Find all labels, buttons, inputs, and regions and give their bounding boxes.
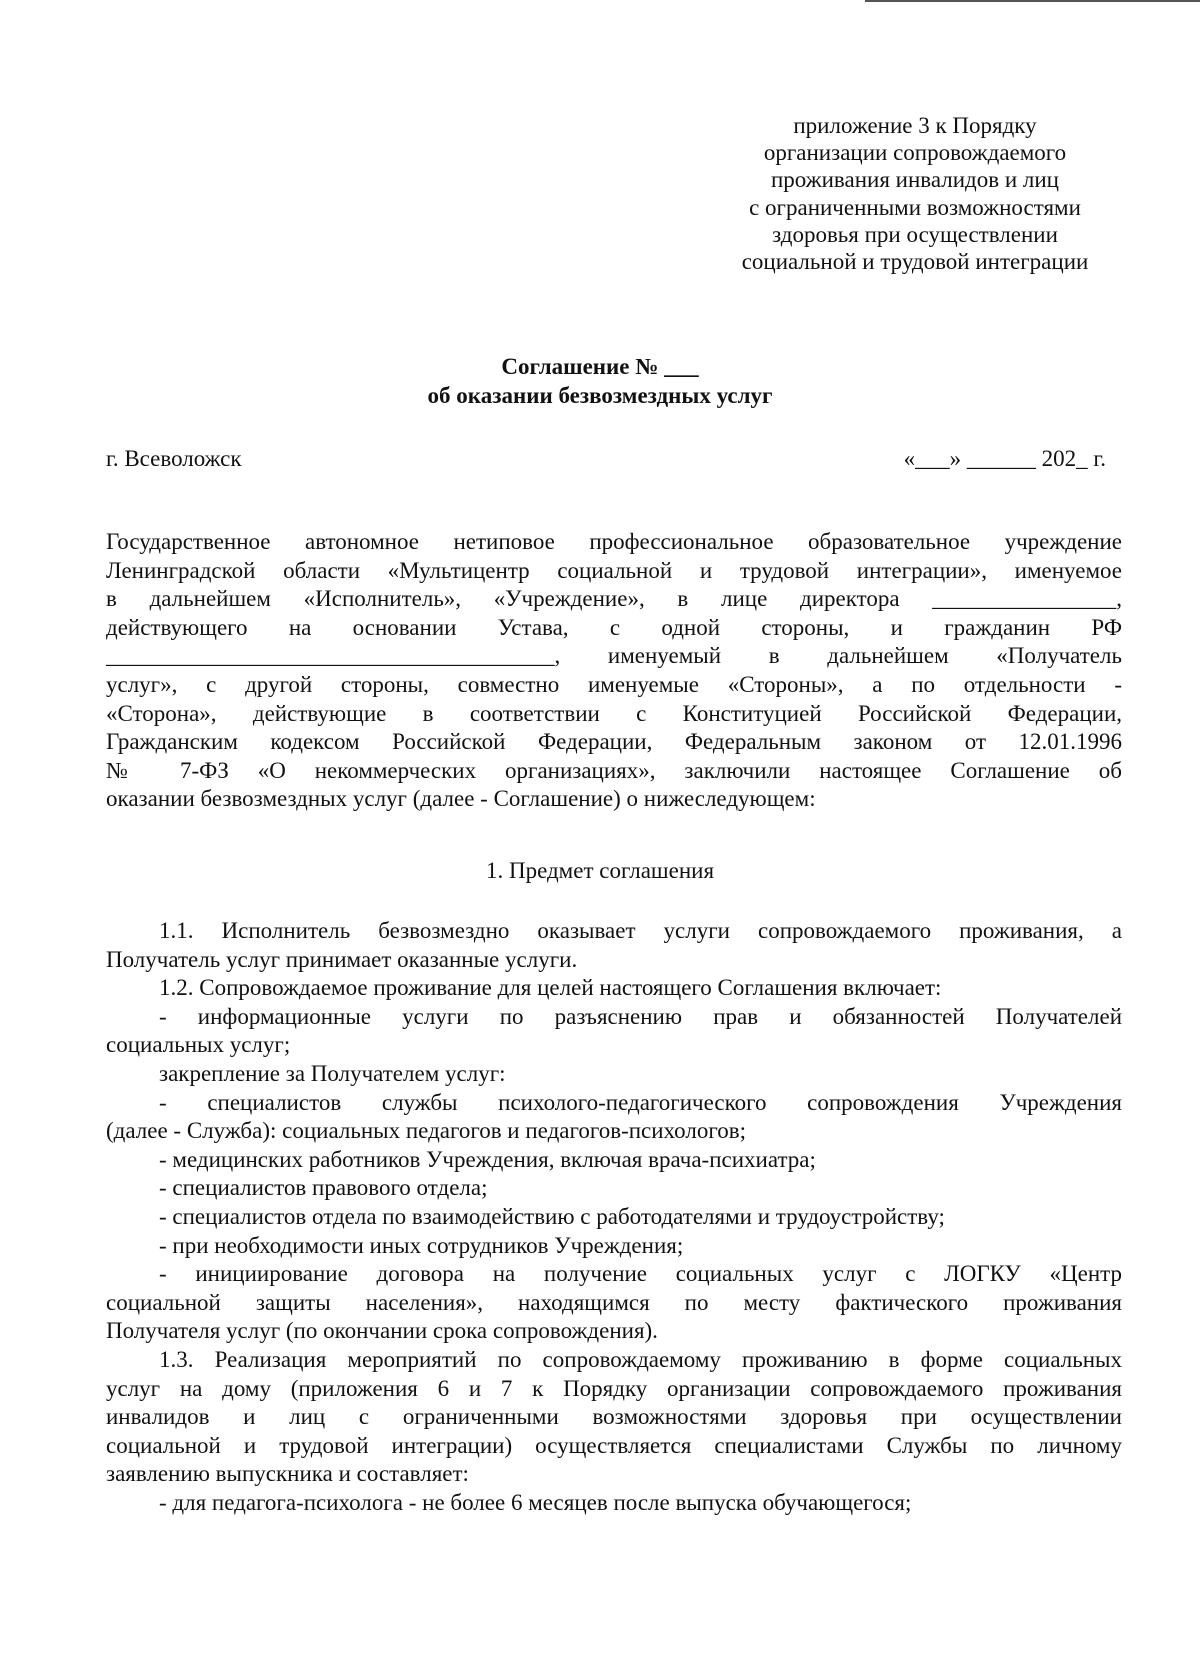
- preamble: [106, 528, 1122, 814]
- appendix-line: организации сопровождаемого: [763, 140, 1067, 166]
- appendix-line: социальной и трудовой интеграции: [741, 249, 1089, 275]
- preamble-line: Гражданским кодексом Российской Федерации, Федеральным законом от 12.01.1996: [106, 729, 1122, 755]
- section-line: - инициирование договора на получение социальных услуг с ЛОГКУ «Центр: [159, 1261, 1122, 1287]
- preamble-line: услуг», с другой стороны, совместно именуемые «Стороны», а по отдельности -: [106, 671, 1122, 697]
- section-line: заявлению выпускника и составляет:: [106, 1461, 469, 1487]
- appendix-note: [700, 112, 1130, 275]
- preamble-line: № 7-ФЗ «О некоммерческих организациях», заключили настоящее Соглашение об: [106, 757, 1122, 783]
- section-line: - специалистов правового отдела;: [159, 1175, 488, 1201]
- appendix-line: здоровья при осуществлении: [772, 221, 1058, 247]
- section-line: 1.1. Исполнитель безвозмездно оказывает услуги сопровождаемого проживания, а: [159, 918, 1122, 943]
- city: г. Всеволожск: [106, 446, 242, 471]
- preamble-line: Ленинградской области «Мультицентр социальной и трудовой интеграции», именуемое: [106, 557, 1122, 583]
- section-line: инвалидов и лиц с ограниченными возможностями здоровья при осуществлении: [106, 1404, 1122, 1430]
- preamble-line: _______________________________________, именуемый в дальнейшем «Получатель: [106, 643, 1122, 669]
- section-line: социальной и трудовой интеграции) осуществляется специалистами Службы по личному: [106, 1432, 1122, 1458]
- appendix-line: проживания инвалидов и лиц: [771, 167, 1059, 193]
- section-line: - медицинских работников Учреждения, включая врача-психиатра;: [159, 1146, 816, 1172]
- place-date-row: [106, 446, 1106, 472]
- section-line: - специалистов отдела по взаимодействию с работодателями и трудоустройству;: [159, 1203, 945, 1229]
- section-line: Получателя услуг (по окончании срока сопровождения).: [106, 1318, 658, 1344]
- section-line: (далее - Служба): социальных педагогов и педагогов-психологов;: [106, 1118, 746, 1144]
- agreement-title: Соглашение № ___: [501, 354, 699, 379]
- preamble-line: в дальнейшем «Исполнитель», «Учреждение», в лице директора ________________,: [106, 586, 1122, 612]
- preamble-line: действующего на основании Устава, с одной стороны, и гражданин РФ: [106, 614, 1122, 640]
- preamble-line: «Сторона», действующие в соответствии с Конституцией Российской Федерации,: [106, 700, 1122, 726]
- scan-edge-line: [865, 0, 1200, 2]
- section-line: - при необходимости иных сотрудников Учреждения;: [159, 1232, 684, 1258]
- section-line: 1.2. Сопровождаемое проживание для целей настоящего Соглашения включает:: [159, 975, 942, 1001]
- section-line: - для педагога-психолога - не более 6 месяцев после выпуска обучающегося;: [159, 1489, 912, 1515]
- section-line: Получатель услуг принимает оказанные услуги.: [106, 946, 578, 972]
- section-line: - информационные услуги по разъяснению прав и обязанностей Получателей: [159, 1003, 1122, 1029]
- preamble-line: оказании безвозмездных услуг (далее - Соглашение) о нижеследующем:: [106, 786, 816, 812]
- preamble-line: Государственное автономное нетиповое профессиональное образовательное учреждение: [106, 529, 1122, 554]
- appendix-line: с ограниченными возможностями: [749, 194, 1081, 220]
- agreement-subtitle: об оказании безвозмездных услуг: [427, 383, 773, 408]
- section-line: социальной защиты населения», находящимся по месту фактического проживания: [106, 1289, 1122, 1315]
- section-line: 1.3. Реализация мероприятий по сопровождаемому проживанию в форме социальных: [159, 1346, 1122, 1372]
- section-line: социальных услуг;: [106, 1032, 291, 1058]
- section-line: услуг на дому (приложения 6 и 7 к Порядку организации сопровождаемого проживания: [106, 1375, 1122, 1401]
- section-heading: 1. Предмет соглашения: [485, 858, 715, 883]
- agreement-date: «___» ______ 202_ г.: [903, 446, 1106, 471]
- appendix-line: приложение 3 к Порядку: [793, 113, 1037, 138]
- section-line: - специалистов службы психолого-педагогического сопровождения Учреждения: [159, 1089, 1122, 1115]
- section-line: закрепление за Получателем услуг:: [159, 1060, 506, 1086]
- section1-body: [106, 917, 1122, 1517]
